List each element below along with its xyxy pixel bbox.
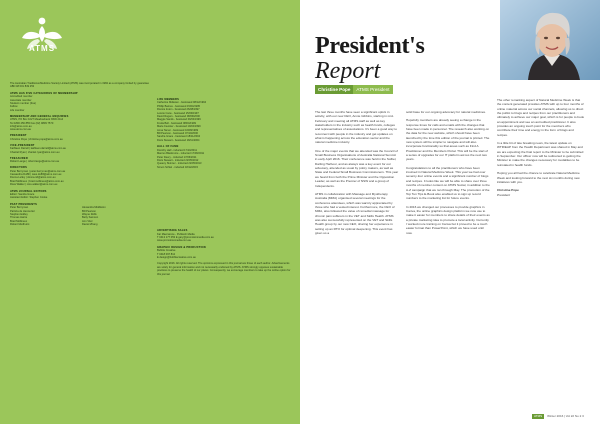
- life-member: Marie Fewster - bestowed 19/04/1999: [157, 125, 201, 129]
- treasurer-heading: TREASURER: [10, 156, 28, 160]
- hall-of-fame-heading: HALL OF FAME: [157, 145, 179, 149]
- director-contact: Peter Berryman | peter.berryman@atms.com.au: [10, 169, 66, 173]
- article-column-1: [315, 110, 399, 239]
- vp-contact: Kathleen Darrell | kathleen.darrell@atms.com.au: [10, 147, 66, 151]
- life-member: Catherine McEwen - bestowed 08/12/1994: [157, 101, 207, 105]
- atms-leaf-figure-logo-icon: [16, 12, 68, 68]
- membership-heading: ATMS HAS FIVE CATEGORIES OF MEMBERSHIP: [10, 91, 78, 95]
- past-presidents-heading: PAST PRESIDENTS: [10, 202, 38, 206]
- graphic-design-line: T 0418 097 812: [157, 252, 176, 256]
- director-contact: Donna Lulley | donna.rid@atms.com.au: [10, 176, 56, 180]
- left-column-contacts: [10, 82, 150, 229]
- graphic-design-heading: GRAPHIC DESIGN & PRODUCTION: [157, 245, 206, 249]
- life-member: Phillip Barnes - bestowed 15/04/1995: [157, 104, 200, 108]
- life-member: Doris Stewart - bestowed 18/11/2004: [157, 138, 200, 142]
- membership-item: Accredited member: [10, 95, 33, 99]
- office-heading: MEMBERSHIP AND GENERAL ENQUIRIES: [10, 114, 69, 118]
- article-paragraph: Hoping you all had the chance to celebrate Natural Medicine Week and looking forward to the next six months during new initiatives with you.: [497, 171, 580, 184]
- journal-editor: Editor: Sandra Grace: [10, 192, 35, 196]
- intro-text: The Australian Traditional-Medicine Society Limited (ATMS) was incorporated in 1984 as a company limited by guarantee ABN 48 001 849 253: [10, 82, 149, 89]
- life-member: Ronica Ireton - bestowed 26/08/1997: [157, 108, 200, 112]
- article-paragraph: In 2016 we changed our processes to provide graphics in Canva, the online graphics design platform we now use to make it easier for members to share details of their events as a private marketing idea to promote a local activity. Currently I worked more training on Canva but it proved to be a much easier format than PowerPoint, which we have used until now.: [406, 204, 490, 235]
- article-paragraph: The other remarking aspect of Natural Medicine Week is that the content generated provides ATMS with up to four months of online material across our social channels, allowing us to direct the public to blogs and recipes from our practitioners and ultimately to achieve our major goal, which is for people to book an appointment and see an accredited practitioner. It also provides an ongoing touch point for the members who contribute their time and energy in the form of blogs and recipes.: [497, 98, 585, 137]
- past-president: Bill Pearson: [82, 209, 96, 213]
- copyright-notice: Copyright 2016. All rights reserved. The opinions expressed in this journal are those of each author. Advertisements are solely for general information and not necessarily endorsed by ATMS. ATMS strongly opposes sustainable practices to preserve the health of our planet. Consequently, we encourage members to take up the online option for this journal.: [157, 262, 291, 276]
- life-member: Bill Pearson - bestowed 07/10/2000: [157, 132, 198, 136]
- hall-of-fame-entry: Doris Stewart - inducted 22/05/2012: [157, 158, 199, 162]
- life-members-heading: LIFE MEMBERS: [157, 98, 179, 101]
- office-line: ATMS, PO Box 1027 Meadowbank NSW 2114: [10, 118, 64, 122]
- membership-item: Student member (free): [10, 102, 37, 106]
- past-president: Peter Berryman: [10, 206, 29, 210]
- byline-role: ATMS President: [353, 85, 392, 94]
- life-member: Anna Tarver - bestowed 16/08/1999: [157, 128, 199, 132]
- treasurer-contact: Robert Lange | robert.lange@atms.com.au: [10, 160, 60, 164]
- page-footer: [532, 414, 584, 419]
- report-title: [315, 33, 425, 83]
- graphic-design-line: Bubble Creative: [157, 249, 176, 253]
- membership-item: Life member: [10, 108, 25, 112]
- article-paragraph: The last three months have seen a significant uptick in activity, with our new CEO, Annie Gibbins, starting in mid-February and meeting all ATMS staff as well as key stakeholders in the industry such as health funds, colleges and representatives of associations. It's been a good way to reconnect with people in the industry and get updates on what is happening across the education sector and the natural medicine industry.: [315, 110, 397, 145]
- director-contact: Brad Mollineux | brad.mollineux@atms.com.au: [10, 179, 64, 183]
- past-president: Thomas Harrie: [10, 216, 28, 220]
- article-paragraph: One of the major events that we attended was the Council of Small Business Organisations of Australia National Summit in early April 2016. Their conference was held in the Sofitel, Darling Harbour, and as always was a key event for our advocacy, attended as usual by policy makers, as well as State and Federal Small Business Commissioners. This year we heard from both the Prime Minister and the Opposition Leader, as well as the Premier of NSW and a group of Independents.: [315, 148, 399, 188]
- advertising-website-link[interactable]: www.promotionmedia.com.au: [157, 239, 192, 243]
- hall-of-fame-entry: Marcus Blackmore - inducted 17/06/2011: [157, 152, 205, 156]
- article-paragraph: In a little bit of late breaking news, the latest update on WTR/EAP from the Health Department was shared in May and we are expecting the final report to the Minister to be submitted in September. Our officer now will be redirected to getting the Minister to make the changes necessary for modalities to be reinstated in health funds.: [497, 141, 584, 167]
- president-contact: Christine Pope | christine.pope@atms.com.au: [10, 137, 63, 141]
- director-contact: Ross Walker | ross.walker@atms.com.au: [10, 183, 58, 187]
- life-member: David Rogers - bestowed 08/09/2000: [157, 115, 200, 119]
- past-president: Brad Mollineux: [10, 219, 28, 223]
- advertising-heading: ADVERTISING SALES: [157, 229, 188, 233]
- article-paragraph: Congratulations to all the practitioners who have been involved in Natural Medicine Week. This year we had over seventy-four online events and a significant number of blogs and recipes. It looks like we will be able to share over three months of member content on ATMS Social, in addition to the A-Z campaign that we ran through May. The promotion of the Top Ten Tips E-Book also enabled us to sign up record numbers to the marketing list for future events.: [406, 165, 490, 201]
- hall-of-fame-entry: Simon Schiel - inducted 18/12/2015: [157, 165, 198, 169]
- vp-heading: VICE-PRESIDENT: [10, 143, 35, 147]
- past-president: Daniel Zhang: [82, 223, 98, 227]
- life-member: Maggie Sands - bestowed 09/04/1999: [157, 118, 201, 122]
- byline-name: Christine Pope: [315, 85, 353, 94]
- advertising-line: Kar Maccarone - Publiesh Media: [157, 232, 195, 236]
- title-main: President's: [315, 33, 425, 59]
- graphic-design-email-link[interactable]: E design@bubblecreative.com.au: [157, 255, 196, 259]
- office-line: Tel 1800 456 855 Fax (02) 9809 7570: [10, 121, 54, 125]
- advertising-contact[interactable]: T 0413 177 053 E gary@promotionmedia.com.au: [157, 235, 214, 239]
- director-contact: Cassandra Duffill | cass.duffill@atms.com.au: [10, 172, 62, 176]
- article-paragraph: Hopefully members are already seeing a change in the response times for calls and emails with the changes that have been made in personnel. The research also working on the data for the new website, which should have been launched by the time this edition of the journal is printed. The new system will be simpler to navigate and will also incorporate functionality so that areas such as Find A Practitioner and the Members Portal. This will be the start of a series of upgrades for our IT platform across the next two years.: [406, 118, 490, 162]
- left-column-honours: [157, 98, 293, 276]
- office-website-link[interactable]: www.atms.com.au: [10, 128, 32, 132]
- vp-contact: Chantel Ryan | chantel.ryan@atms.com.au: [10, 150, 60, 154]
- past-president: Betty Samson: [82, 216, 99, 220]
- footer-issue: Winter 2016 | Vol 22 No 2 3: [547, 414, 584, 418]
- article-paragraph: solid base for our ongoing advocacy for natural medicines.: [406, 110, 486, 114]
- office-email-link[interactable]: info@atms.com.au: [10, 125, 32, 129]
- hall-of-fame-entry: Dorothy Hall - inducted 17/10/2011: [157, 148, 197, 152]
- membership-item: Fellow: [10, 105, 18, 109]
- article-paragraph: ATMS in collaboration with Massage and Myotherapy Australia (MMA) organised several meetings for the conference attendees, which was warmly appreciated by those who had a vested interest. Furthermore, the CEO of MMA, also followed the value of remedial massage for chronic pain sufferers in the VET and Skills Health. ATMS was also successfully represented on the VET and Skills Health group by our new CEO, sharing her experience in setting up an RTO for optimal deepening. This event has given us a: [315, 191, 395, 235]
- hall-of-fame-entry: Peter Deery - inducted 17/06/2011: [157, 155, 197, 159]
- past-president: Alexandra Middleton: [82, 206, 106, 210]
- president-heading: PRESIDENT: [10, 134, 27, 138]
- journal-heading: ATMS JOURNAL EDITORS: [10, 189, 47, 193]
- past-president: Ann Vitor: [82, 219, 93, 223]
- past-president: Wayne Rolfe: [82, 212, 97, 216]
- journal-editor: Assistant Editor: Stephen Cooke: [10, 196, 48, 200]
- footer-tag: ATMS: [534, 414, 543, 418]
- title-italic: Report: [315, 58, 381, 84]
- past-presidents-list: [10, 206, 150, 226]
- president-portrait-photo: [500, 0, 600, 80]
- life-member: Sandra Grace - bestowed 18/11/2004: [157, 135, 201, 139]
- membership-item: Associate member: [10, 98, 32, 102]
- article-column-3: [497, 98, 585, 197]
- signature-name: Christine Pope: [497, 188, 519, 193]
- past-president: Robert Medhurst: [10, 223, 30, 227]
- signature-role: President: [497, 192, 511, 197]
- logo-wordmark: ATMS: [28, 44, 56, 53]
- hall-of-fame-entry: Queeny Skinner - inducted 22/05/2013: [157, 162, 202, 166]
- life-member: Leonie Cane - bestowed 25/09/1997: [157, 111, 199, 115]
- past-president: Patricia de Hennezier: [10, 209, 35, 213]
- right-page: [300, 0, 600, 424]
- byline: [315, 85, 393, 94]
- life-member: Freda Bell - bestowed 08/04/1999: [157, 121, 196, 125]
- article-column-2: [406, 110, 490, 239]
- past-president: Stephen Eddey: [10, 212, 28, 216]
- directors-heading: DIRECTORS: [10, 166, 28, 170]
